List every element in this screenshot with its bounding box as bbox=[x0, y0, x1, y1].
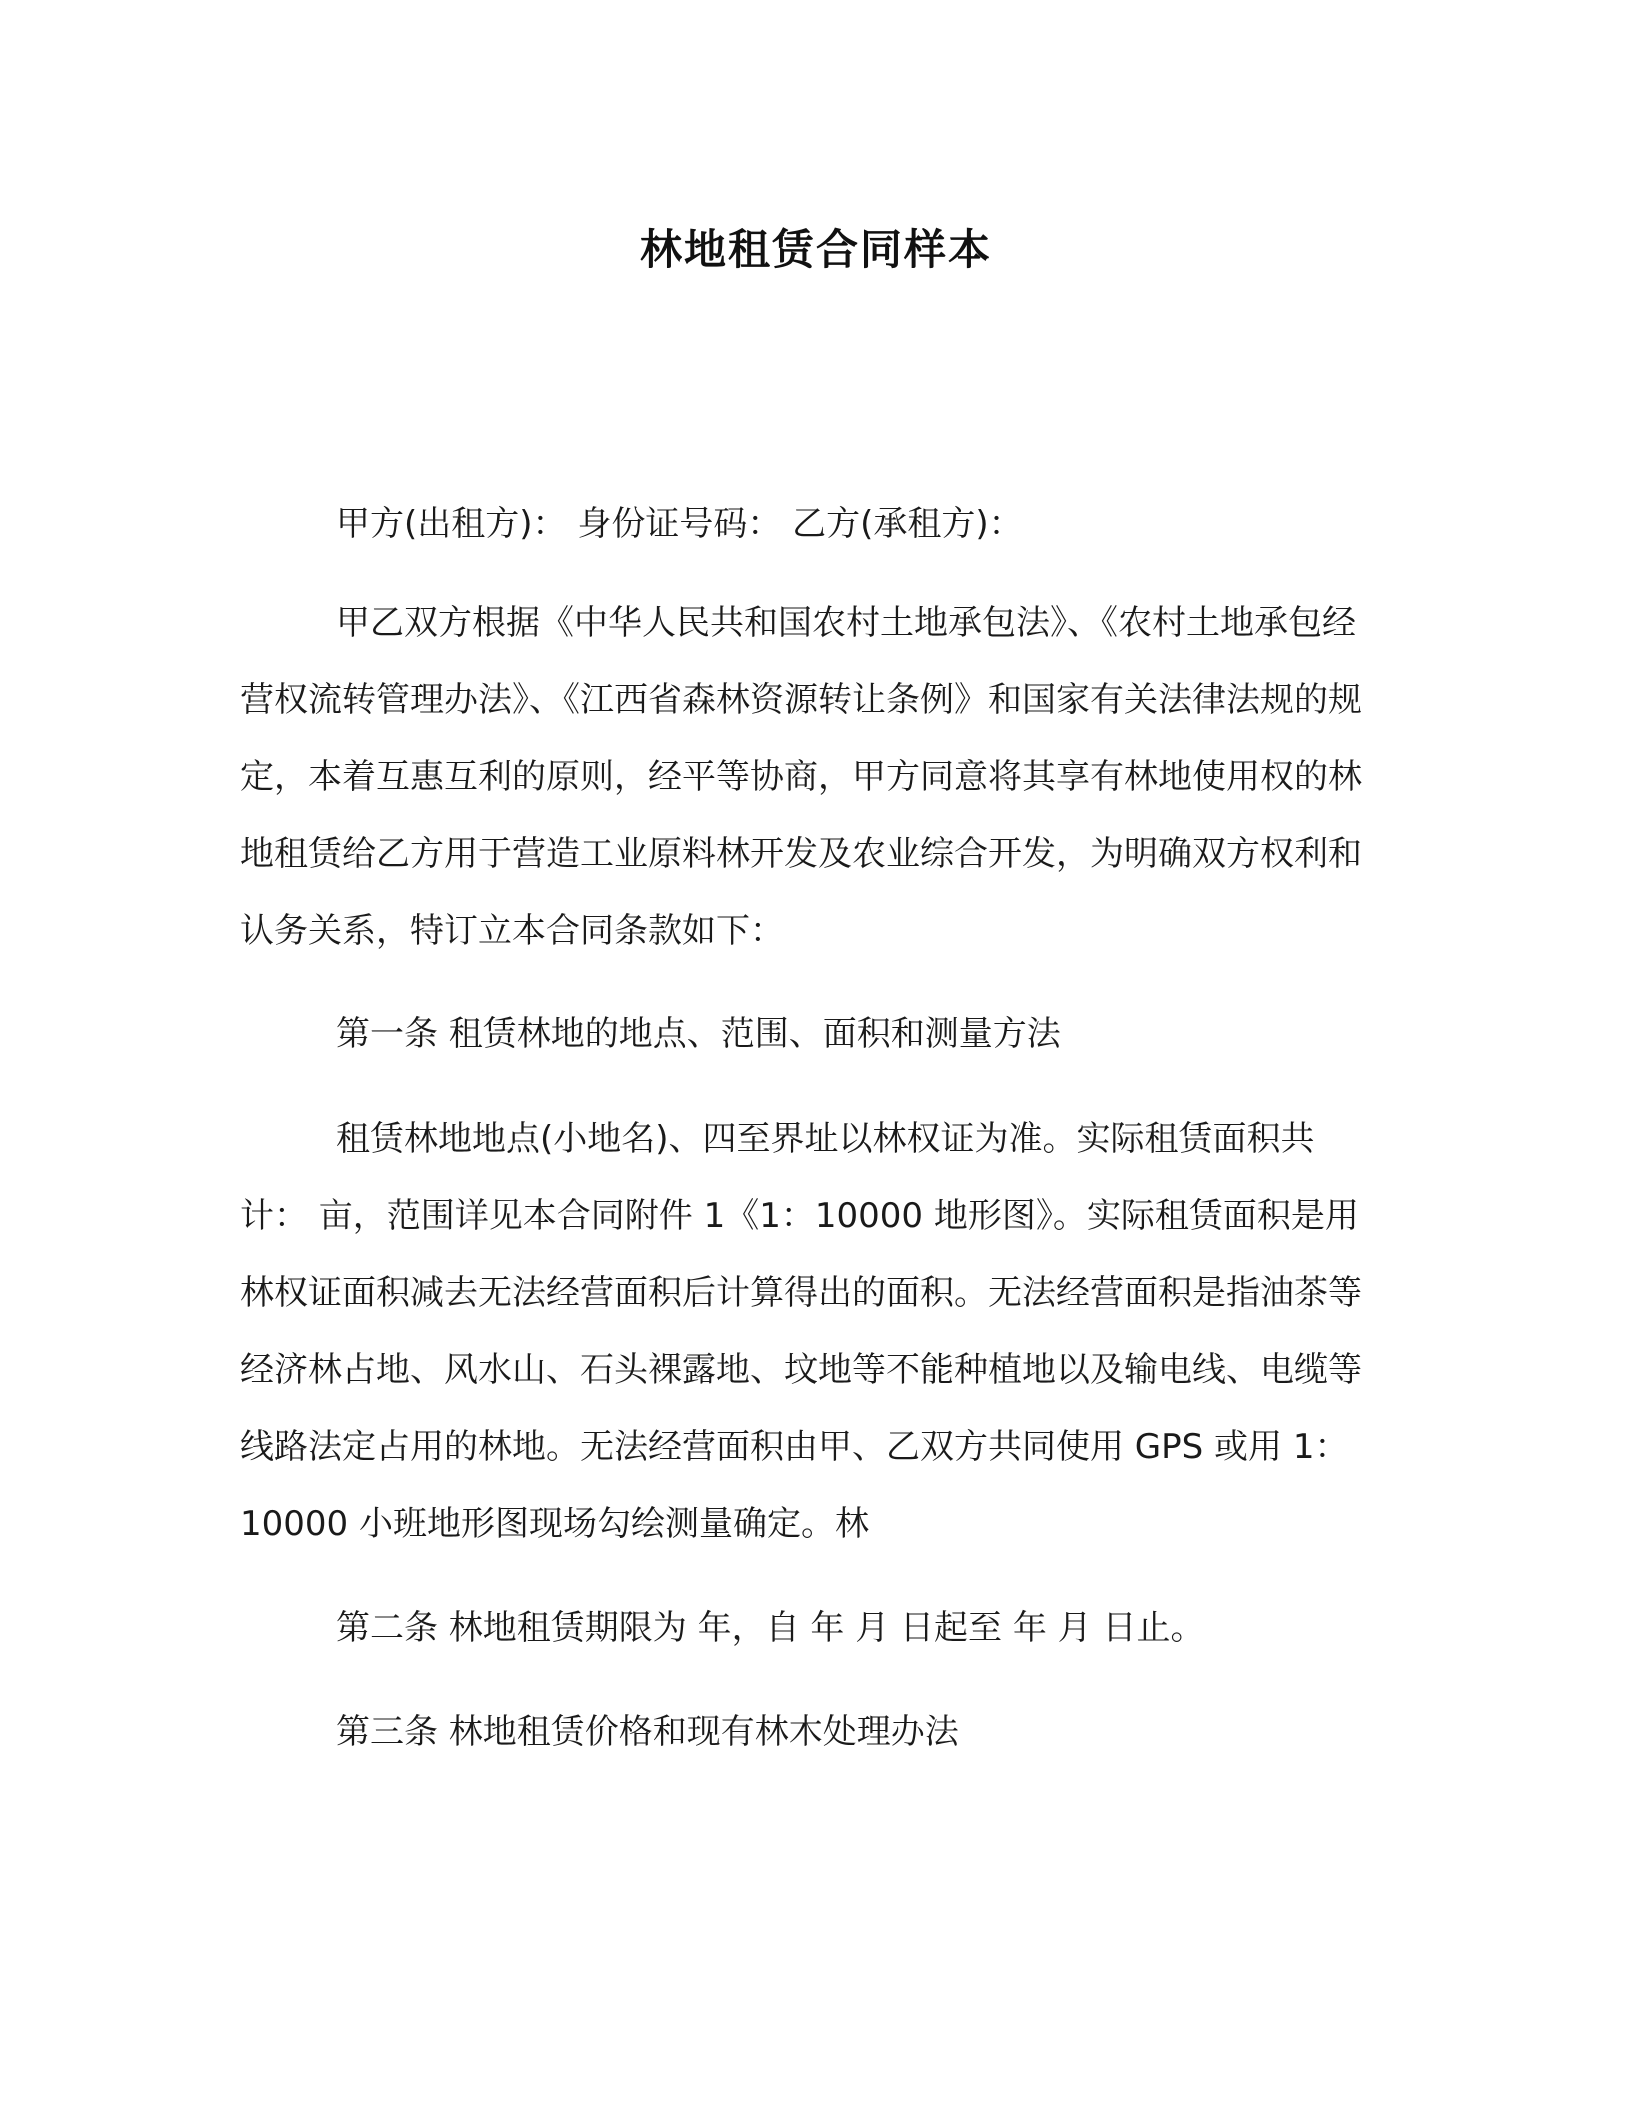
article-3-heading: 第三条 林地租赁价格和现有林木处理办法 bbox=[336, 1712, 959, 1752]
intro-paragraph: 甲乙双方根据《中华人民共和国农村土地承包法》、《农村土地承包经营权流转管理办法》、《江西省森林资源转让条例》和国家有关法律法规的规定，本着互惠互利的原则，经平等协商，甲方同意将其享有林地使用权的林地租赁给乙方用于营造工业原料林开发及农业综合开发，为明确双方权利和认务关系，特订立本合同条款如下： bbox=[240, 603, 1362, 951]
document-title: 林地租赁合同样本 bbox=[639, 225, 992, 274]
article-1-heading: 第一条 租赁林地的地点、范围、面积和测量方法 bbox=[336, 1014, 1061, 1054]
party-line: 甲方(出租方)： 身份证号码： 乙方(承租方)： bbox=[336, 504, 1023, 544]
article-1-paragraph: 租赁林地地点(小地名)、四至界址以林权证为准。实际租赁面积共计： 亩，范围详见本合同附件 1《1：10000 地形图》。实际租赁面积是用林权证面积减去无法经营面积后计算得出的面积。无法经营面积是指油茶等经济林占地、风水山、石头裸露地、坟地等不能种植地以及输电线、电缆等线路法定占用的林地。无法经营面积由甲、乙双方共同使用 GPS 或用 1：10000 小班地形图现场勾绘测量确定。林 bbox=[240, 1119, 1362, 1544]
article-2-paragraph: 第二条 林地租赁期限为 年，自 年 月 日起至 年 月 日止。 bbox=[336, 1608, 1205, 1648]
